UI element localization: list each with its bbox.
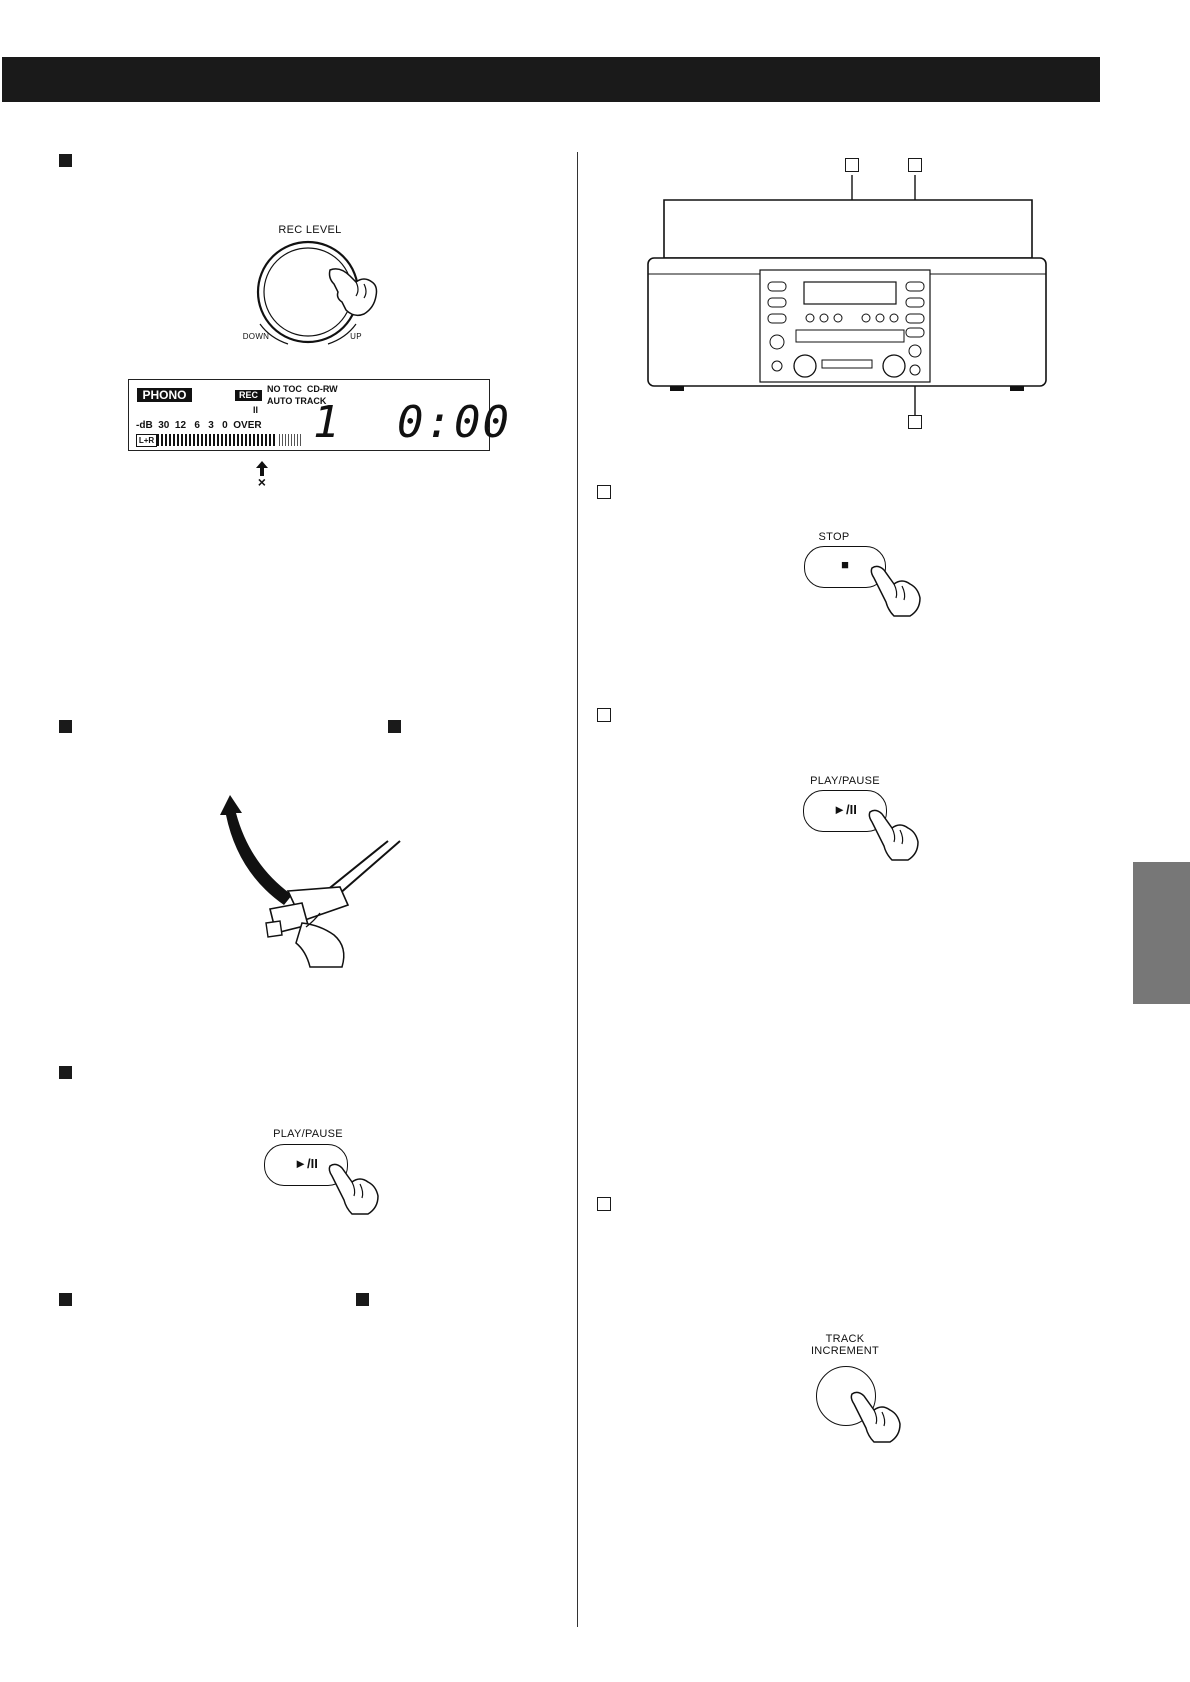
hand-icon bbox=[326, 262, 396, 322]
hand-icon bbox=[326, 1160, 392, 1218]
lcd-source-badge: PHONO bbox=[137, 388, 192, 402]
header-bar bbox=[2, 57, 1100, 102]
rec-level-label: REC LEVEL bbox=[278, 224, 342, 236]
hand-icon bbox=[866, 806, 932, 864]
lcd-display bbox=[128, 379, 511, 451]
step-marker bbox=[388, 720, 401, 733]
step-marker bbox=[59, 154, 72, 167]
lcd-meter-scale: -dB 30 12 6 3 0 OVER bbox=[136, 420, 262, 431]
lcd-rec-badge: REC bbox=[235, 390, 262, 401]
step-box bbox=[597, 708, 611, 722]
play-pause-label: PLAY/PAUSE bbox=[810, 775, 880, 787]
stop-symbol: ■ bbox=[841, 557, 849, 572]
lift-arrow-icon bbox=[220, 795, 292, 905]
step-box bbox=[597, 485, 611, 499]
stop-label: STOP bbox=[818, 531, 850, 543]
lcd-flags: NO TOC CD-RW bbox=[267, 384, 338, 394]
play-pause-label: PLAY/PAUSE bbox=[273, 1128, 343, 1140]
track-increment-label bbox=[795, 1333, 895, 1357]
play-pause-symbol: ►/II bbox=[294, 1156, 318, 1171]
lcd-over-segment bbox=[279, 434, 301, 446]
lcd-pause-icon: II bbox=[253, 405, 259, 415]
step-marker bbox=[356, 1293, 369, 1306]
section-tab bbox=[1133, 862, 1190, 1004]
step-marker bbox=[59, 1293, 72, 1306]
step-box bbox=[597, 1197, 611, 1211]
step-marker bbox=[59, 720, 72, 733]
lcd-track-number: 1 bbox=[313, 397, 340, 448]
rec-level-down-label: DOWN bbox=[242, 332, 270, 341]
hand-icon bbox=[868, 562, 934, 620]
lcd-auto-track: AUTO TRACK bbox=[267, 396, 327, 406]
lcd-arrow-mark: × bbox=[257, 474, 267, 490]
step-marker bbox=[59, 1066, 72, 1079]
play-pause-symbol: ►/II bbox=[833, 802, 857, 817]
track-increment-label-line1: TRACK bbox=[825, 1333, 865, 1345]
lcd-channel-badge: L+R bbox=[136, 434, 157, 447]
column-divider bbox=[577, 152, 578, 1627]
tonearm-lift-illustration bbox=[210, 795, 420, 975]
rec-level-up-label: UP bbox=[350, 332, 362, 341]
lcd-level-meter bbox=[157, 434, 277, 446]
hand-icon bbox=[848, 1388, 914, 1446]
lcd-time: 0:00 bbox=[397, 397, 511, 448]
track-increment-label-line2: INCREMENT bbox=[810, 1345, 880, 1357]
unit-front-panel bbox=[640, 170, 1060, 420]
